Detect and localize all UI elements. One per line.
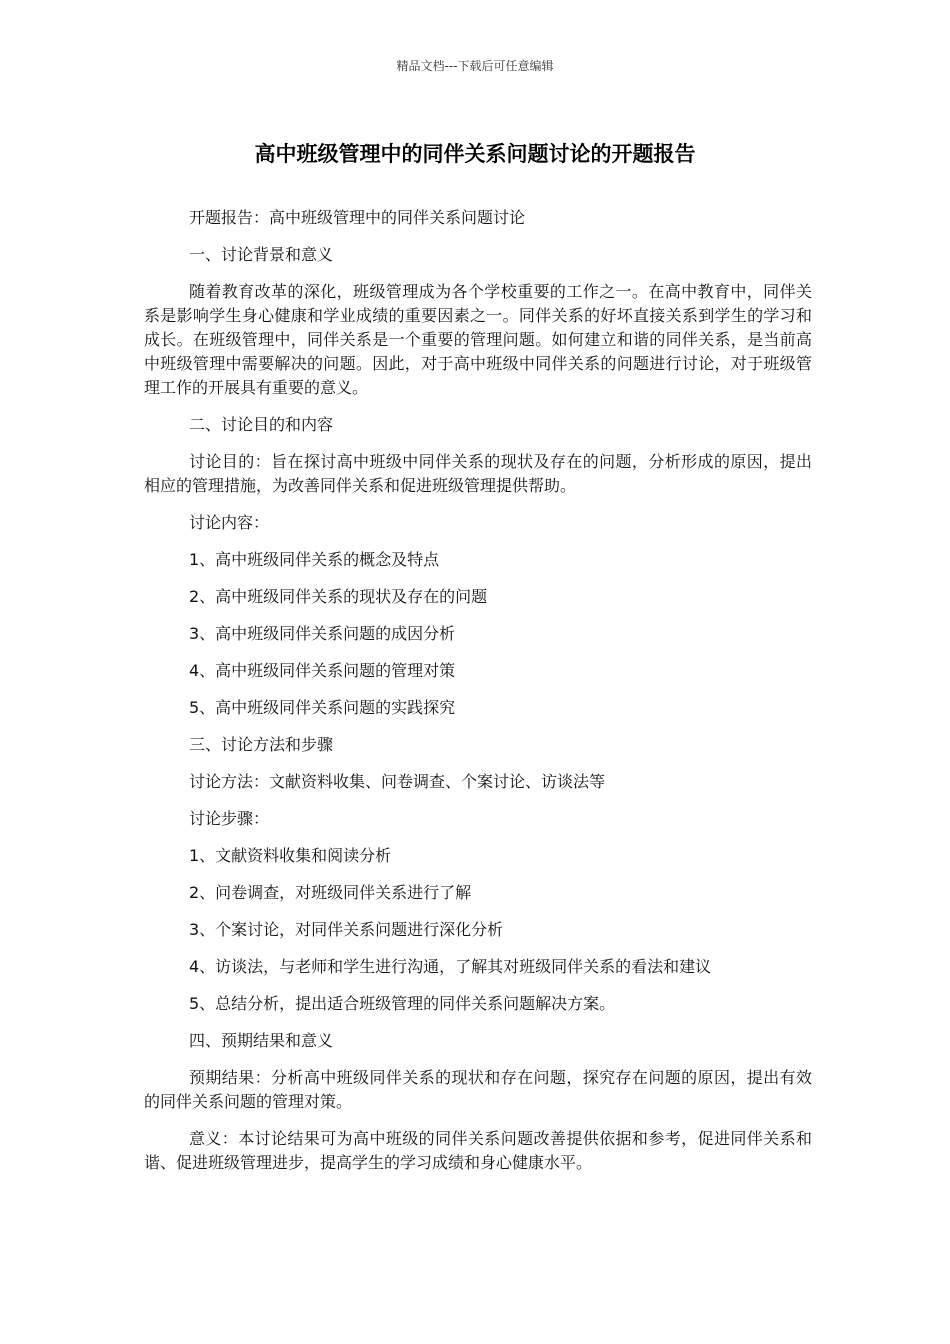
list-item-step-2: 2、问卷调查，对班级同伴关系进行了解 [189, 883, 472, 902]
list-item-step-3: 3、个案讨论，对同伴关系问题进行深化分析 [189, 920, 504, 939]
paragraph-content-label: 讨论内容： [189, 513, 270, 532]
section-heading-background: 一、讨论背景和意义 [189, 245, 334, 264]
paragraph-purpose: 讨论目的：旨在探讨高中班级中同伴关系的现状及存在的问题，分析形成的原因，提出相应的管理措施，为改善同伴关系和促进班级管理提供帮助。 [144, 452, 812, 495]
paragraph-significance: 意义：本讨论结果可为高中班级的同伴关系问题改善提供依据和参考，促进同伴关系和谐、促进班级管理进步，提高学生的学习成绩和身心健康水平。 [144, 1129, 812, 1172]
document-body [144, 206, 812, 1188]
list-item-step-1: 1、文献资料收集和阅读分析 [189, 846, 392, 865]
paragraph-methods: 讨论方法：文献资料收集、问卷调查、个案讨论、访谈法等 [189, 772, 606, 791]
paragraph-expected-results: 预期结果：分析高中班级同伴关系的现状和存在问题，探究存在问题的原因，提出有效的同伴关系问题的管理对策。 [144, 1068, 812, 1111]
section-heading-methods: 三、讨论方法和步骤 [189, 735, 334, 754]
list-item-content-4: 4、高中班级同伴关系问题的管理对策 [189, 661, 456, 680]
section-heading-purpose: 二、讨论目的和内容 [189, 415, 334, 434]
paragraph-steps-label: 讨论步骤： [189, 809, 270, 828]
list-item-content-5: 5、高中班级同伴关系问题的实践探究 [189, 698, 456, 717]
list-item-step-4: 4、访谈法，与老师和学生进行沟通，了解其对班级同伴关系的看法和建议 [189, 957, 712, 976]
document-title: 高中班级管理中的同伴关系问题讨论的开题报告 [254, 142, 696, 166]
paragraph-background: 随着教育改革的深化，班级管理成为各个学校重要的工作之一。在高中教育中，同伴关系是影响学生身心健康和学业成绩的重要因素之一。同伴关系的好坏直接关系到学生的学习和成长。在班级管理中，同伴关系是一个重要的管理问题。如何建立和谐的同伴关系，是当前高中班级管理中需要解决的问题。因此，对于高中班级中同伴关系的问题进行讨论，对于班级管理工作的开展具有重要的意义。 [144, 282, 812, 397]
list-item-content-1: 1、高中班级同伴关系的概念及特点 [189, 550, 440, 569]
header-note: 精品文档---下载后可任意编辑 [396, 59, 554, 73]
list-item-content-3: 3、高中班级同伴关系问题的成因分析 [189, 624, 456, 643]
list-item-step-5: 5、总结分析，提出适合班级管理的同伴关系问题解决方案。 [189, 994, 616, 1013]
section-heading-results: 四、预期结果和意义 [189, 1031, 334, 1050]
paragraph-report-intro: 开题报告：高中班级管理中的同伴关系问题讨论 [189, 208, 526, 227]
list-item-content-2: 2、高中班级同伴关系的现状及存在的问题 [189, 587, 488, 606]
